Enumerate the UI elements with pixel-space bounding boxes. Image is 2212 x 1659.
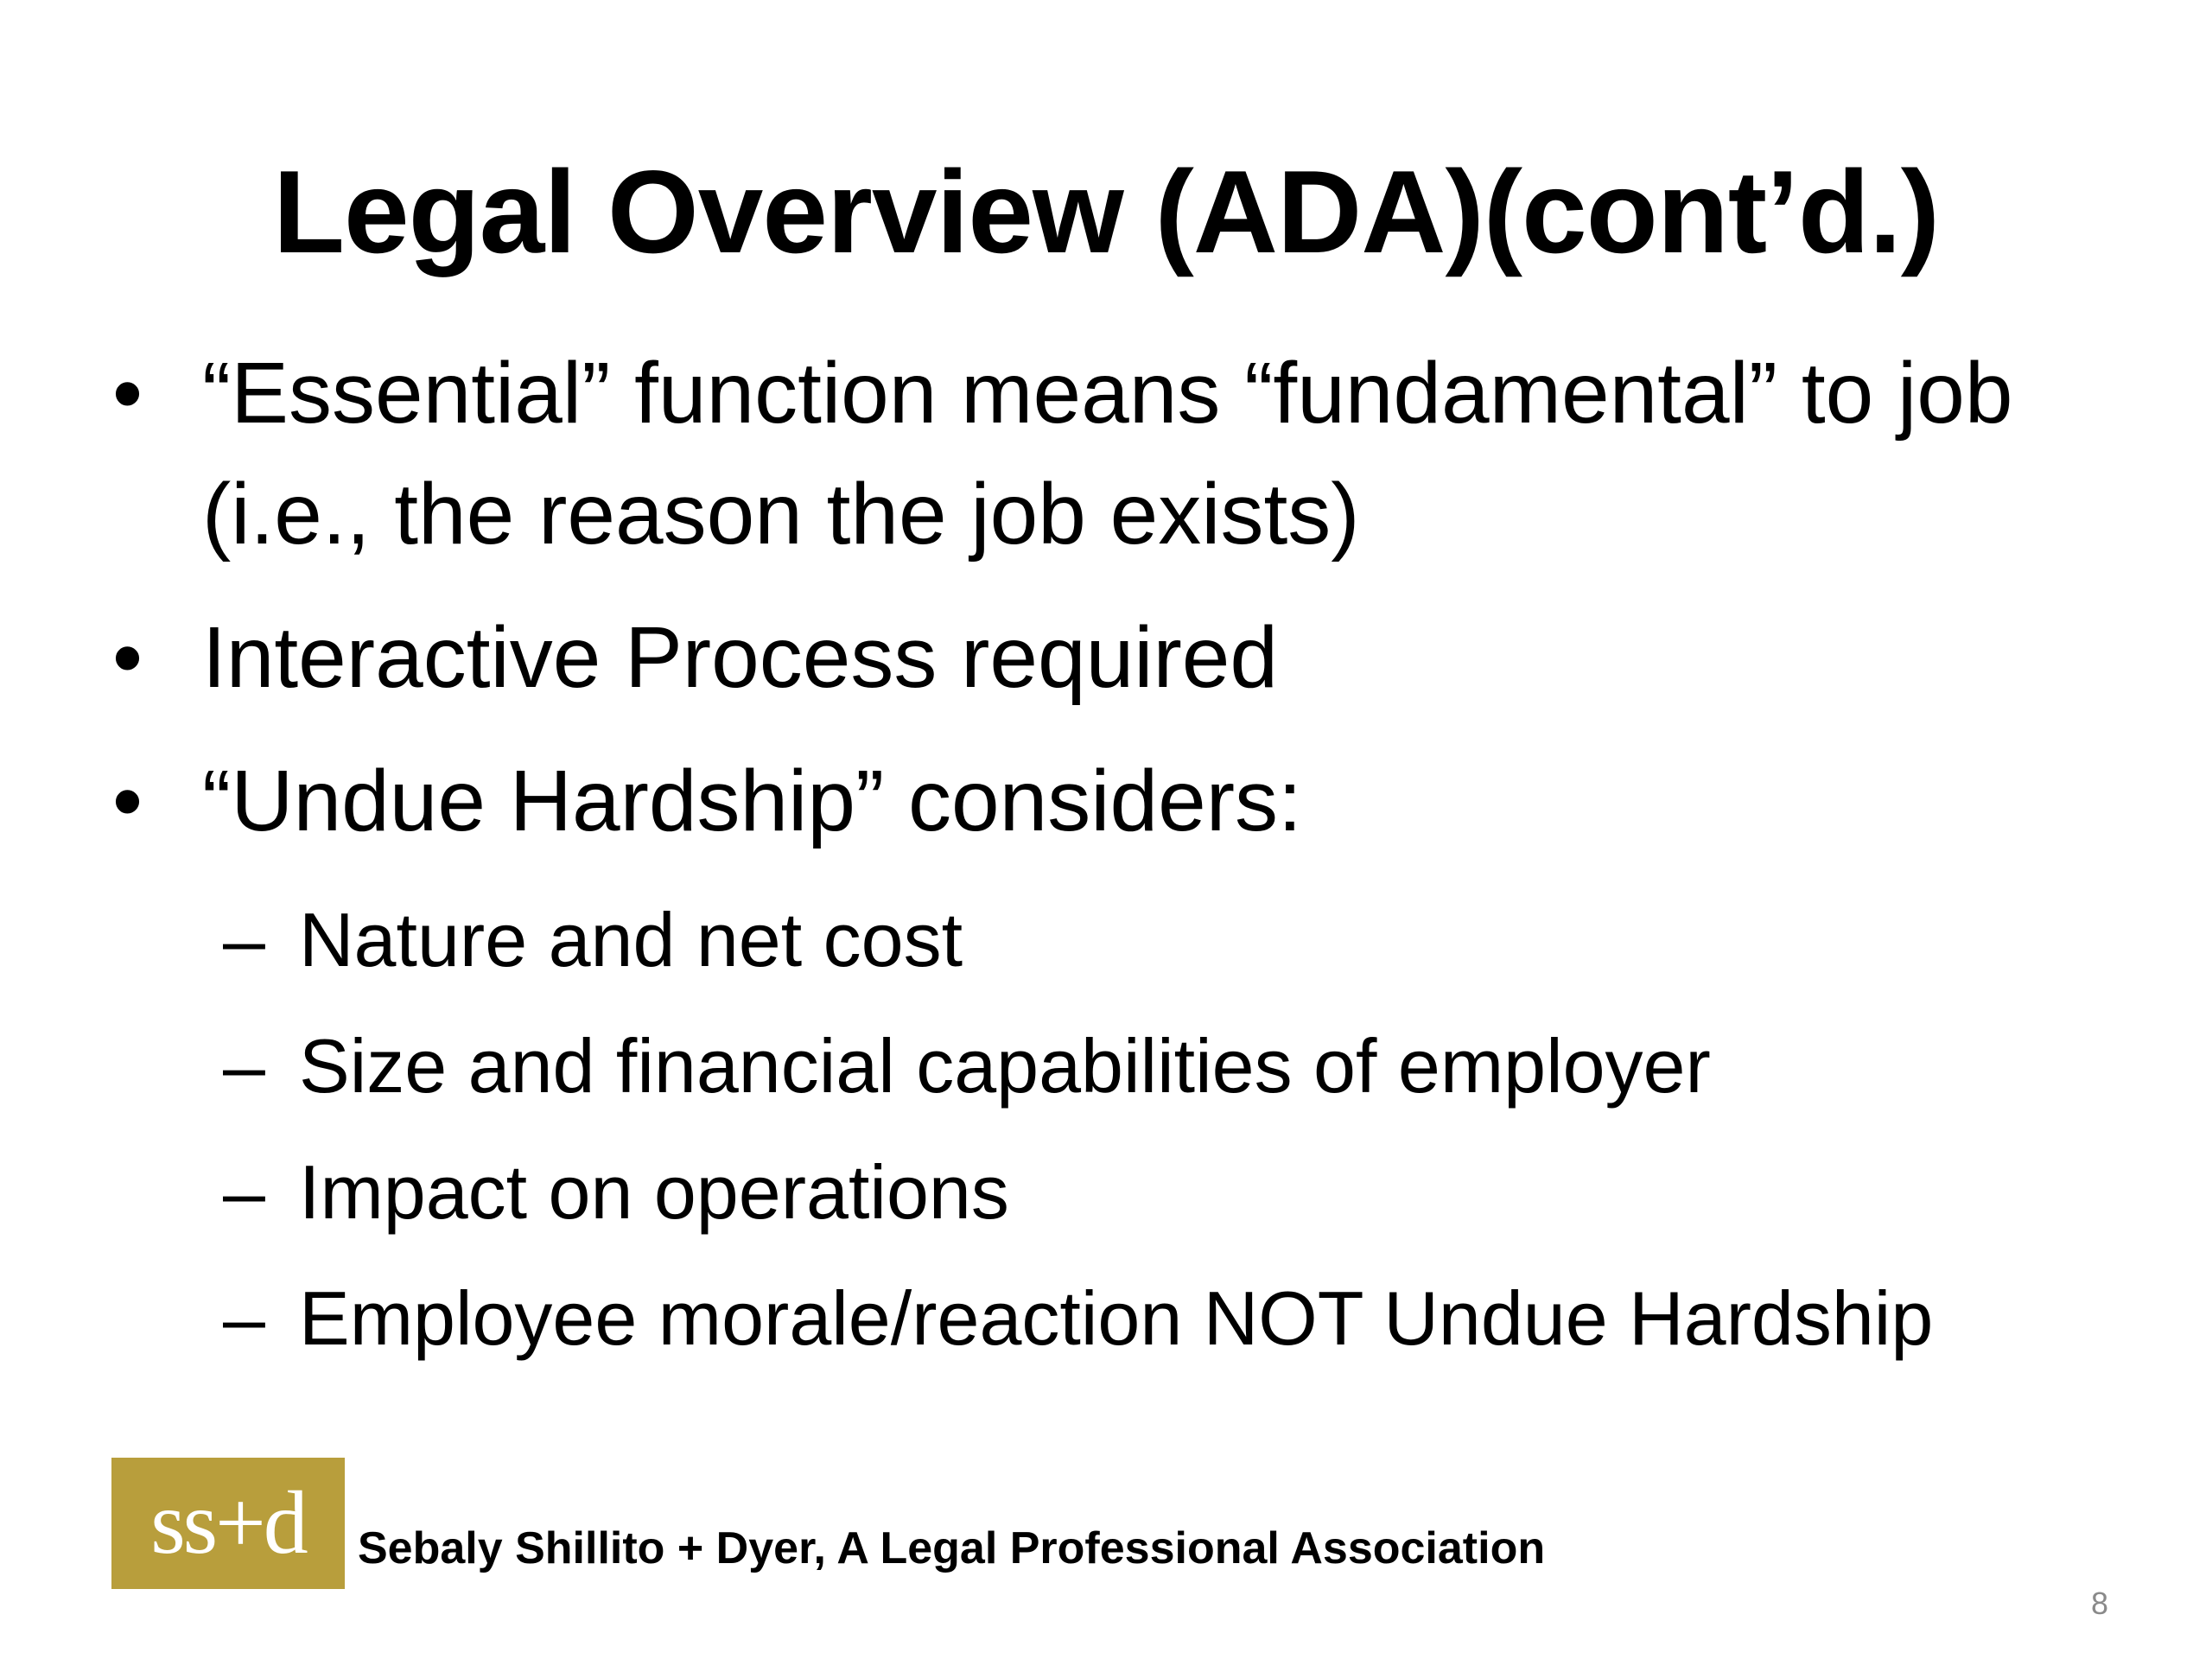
bullet-item (112, 741, 2100, 861)
firm-logo-text: ss+d (150, 1473, 306, 1573)
sub-bullet-item (223, 1129, 2100, 1255)
slide-title: Legal Overview (ADA)(cont’d.) (272, 146, 1940, 277)
sub-bullet-marker: – (223, 1023, 265, 1109)
sub-bullet-marker: – (223, 1149, 265, 1235)
bullet-text: Interactive Process required (202, 609, 1279, 706)
bullet-list (112, 333, 2100, 1382)
bullet-item (112, 333, 2100, 575)
firm-name: Sebaly Shillito + Dyer, A Legal Professional Association (358, 1523, 1546, 1573)
bullet-marker: • (112, 753, 143, 849)
bullet-item (112, 597, 2100, 718)
sub-bullet-item (223, 877, 2100, 1003)
sub-bullet-marker: – (223, 897, 265, 982)
sub-bullet-marker: – (223, 1275, 265, 1361)
sub-bullet-text: Employee morale/reaction NOT Undue Hardship (299, 1275, 1934, 1361)
bullet-marker: • (112, 345, 143, 442)
sub-bullet-text: Nature and net cost (299, 897, 963, 982)
bullet-text: “Essential” function means “fundamental” to job (i.e., the reason the job exists) (202, 345, 2013, 563)
bullet-marker: • (112, 609, 143, 706)
sub-bullet-text: Size and financial capabilities of employer (299, 1023, 1711, 1109)
bullet-text: “Undue Hardship” considers: (202, 753, 1302, 849)
sub-bullet-text: Impact on operations (299, 1149, 1009, 1235)
sub-bullet-item (223, 1003, 2100, 1129)
sub-bullet-list (223, 877, 2100, 1382)
sub-bullet-item (223, 1255, 2100, 1382)
firm-logo (111, 1458, 345, 1589)
page-number: 8 (2090, 1586, 2108, 1621)
